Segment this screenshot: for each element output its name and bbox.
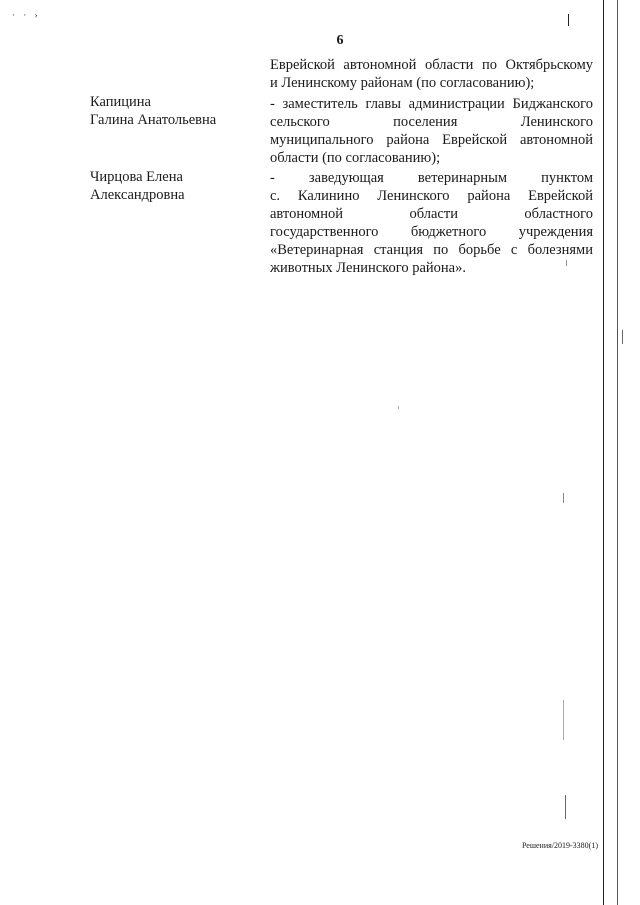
description-line: государственного бюджетного учреждения bbox=[270, 224, 593, 240]
member-description-kapitsina bbox=[270, 95, 593, 167]
description-line: животных Ленинского района». bbox=[270, 260, 466, 276]
scan-edge-line bbox=[617, 0, 618, 905]
name-line: Чирцова Елена bbox=[90, 169, 183, 185]
document-reference-footer: Решения/2019-3380(1) bbox=[521, 841, 598, 850]
member-name-kapitsina bbox=[90, 93, 260, 129]
member-description-chirtsova bbox=[270, 169, 593, 277]
description-line: Еврейской автономной области по Октябрьскому bbox=[270, 57, 593, 73]
entry-continuation-description bbox=[270, 56, 593, 92]
description-line: с. Калинино Ленинского района Еврейской bbox=[270, 188, 593, 204]
scan-edge-line bbox=[603, 0, 604, 905]
scan-artifact-mark bbox=[563, 700, 564, 740]
description-line: автономной области областного bbox=[270, 206, 593, 222]
scan-artifact-mark bbox=[563, 493, 564, 503]
scan-artifact-mark bbox=[622, 330, 623, 344]
description-line: - заведующая ветеринарным пунктом bbox=[270, 170, 593, 186]
name-line: Капицина bbox=[90, 94, 151, 110]
scan-artifact-mark bbox=[398, 406, 399, 409]
description-line: - заместитель главы администрации Биджанского bbox=[270, 96, 593, 112]
member-name-chirtsova bbox=[90, 168, 260, 204]
page-number: 6 bbox=[336, 33, 344, 48]
description-line: области (по согласованию); bbox=[270, 150, 441, 166]
description-line: муниципального района Еврейской автономной bbox=[270, 132, 593, 148]
scan-artifact-mark bbox=[565, 795, 566, 819]
description-line: «Ветеринарная станция по борьбе с болезнями bbox=[270, 242, 593, 258]
description-line: сельского поселения Ленинского bbox=[270, 114, 593, 130]
name-line: Александровна bbox=[90, 187, 185, 203]
scan-artifact-marks: · · › bbox=[12, 10, 41, 20]
description-line: и Ленинскому районам (по согласованию); bbox=[270, 75, 535, 91]
scan-artifact-mark bbox=[568, 14, 569, 26]
scan-artifact-mark bbox=[566, 260, 567, 266]
name-line: Галина Анатольевна bbox=[90, 112, 217, 128]
